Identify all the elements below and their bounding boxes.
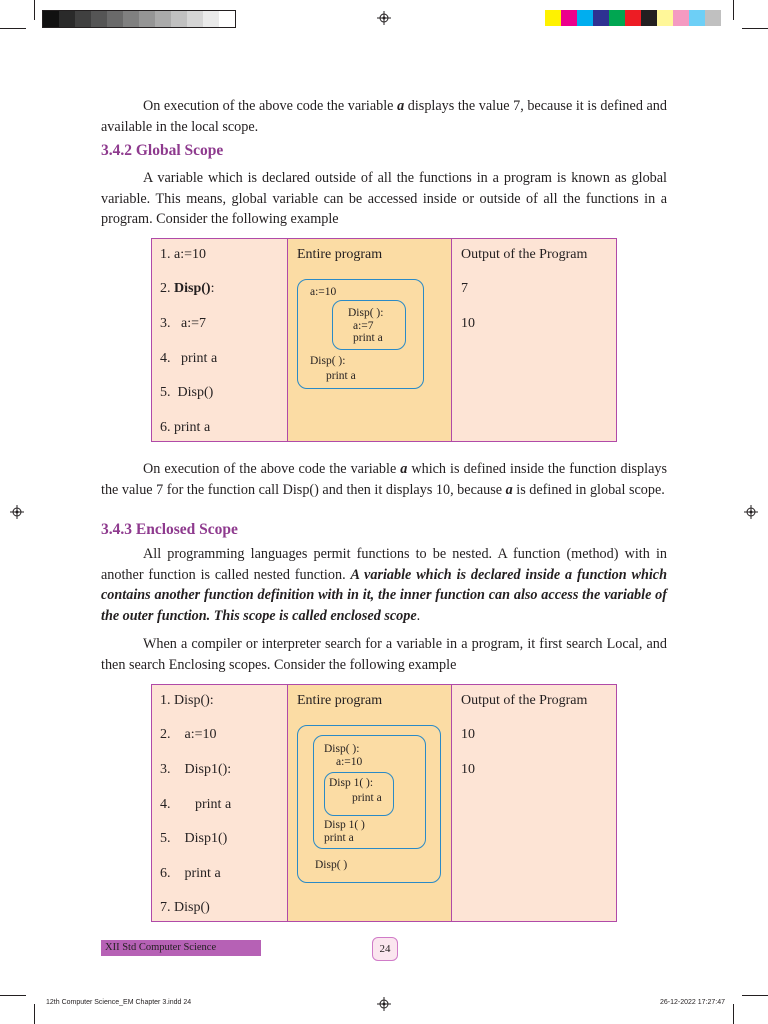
code-line: 2. a:=10 [160, 727, 217, 742]
registration-mark-icon [377, 997, 391, 1011]
code-line: 7. Disp() [160, 900, 210, 915]
code-column [152, 239, 288, 442]
compiler-paragraph: When a compiler or interpreter search for a variable in a program, it first search Local, and then search Enclosing scopes. Consider the following example [101, 636, 667, 673]
code-line: 1. a:=10 [160, 247, 206, 262]
scope-text: print a [326, 370, 356, 382]
output-value: 10 [461, 762, 475, 777]
registration-mark-icon [377, 11, 391, 25]
enclosed-scope-table [151, 684, 617, 922]
code-line: 3. a:=7 [160, 316, 206, 331]
color-calibration-bar [545, 10, 721, 26]
code-line: 1. Disp(): [160, 693, 214, 708]
output-value: 7 [461, 281, 468, 296]
global-paragraph: A variable which is declared outside of all the functions in a program is known as global variable. This means, global variable can be accessed inside or outside of all the functions in a program. Consider the following example [101, 170, 667, 228]
intro-paragraph: On execution of the above code the variable a displays the value 7, because it is defined and available in the local scope. [101, 98, 667, 135]
page-number: 24 [372, 937, 398, 961]
column-header: Entire program [297, 693, 383, 708]
intro-variable: a [397, 98, 405, 114]
code-line: 6. print a [160, 866, 221, 881]
scope-text: a:=10 [310, 286, 337, 298]
enclosed-paragraph: All programming languages permit functions to be nested. A function (method) with in another function is called nested function. A variable which is declared inside a function which contains another function definition with in it, the inner function can also access the variable of the outer function. This scope is called enclosed scope. [101, 546, 667, 624]
program-diagram-column [288, 239, 452, 442]
output-value: 10 [461, 727, 475, 742]
program-diagram-column [288, 685, 452, 922]
output-column [452, 685, 617, 922]
scope-text: Disp 1( ): [329, 777, 374, 789]
book-title-bar: XII Std Computer Science [101, 940, 261, 956]
section-heading-enclosed: 3.4.3 Enclosed Scope [101, 521, 238, 538]
column-header: Entire program [297, 247, 383, 262]
code-line: 3. Disp1(): [160, 762, 232, 777]
column-header: Output of the Program [461, 693, 588, 708]
crop-mark [733, 0, 734, 20]
scope-text: Disp( ): [310, 355, 346, 367]
registration-mark-icon [744, 505, 758, 519]
output-column [452, 239, 617, 442]
scope-text: Disp( ): [348, 307, 384, 319]
scope-text: a:=10 [336, 756, 363, 768]
scope-text: Disp( ) [315, 859, 348, 871]
code-line: 4. print a [160, 351, 218, 366]
code-line: 5. Disp1() [160, 831, 228, 846]
code-column [152, 685, 288, 922]
date-slug: 26-12-2022 17:27:47 [660, 999, 725, 1006]
crop-mark [0, 28, 26, 29]
scope-text: print a [352, 792, 382, 804]
crop-mark [34, 0, 35, 20]
output-value: 10 [461, 316, 475, 331]
code-line: 6. print a [160, 420, 211, 435]
gray-calibration-bar [42, 10, 236, 28]
code-line: 2. Disp(): [160, 281, 215, 296]
crop-mark [742, 995, 768, 996]
scope-text: Disp( ): [324, 743, 360, 755]
scope-text: Disp 1( ) [324, 819, 365, 831]
crop-mark [733, 1004, 734, 1024]
scope-text: print a [353, 332, 383, 344]
after-table1-paragraph: On execution of the above code the variable a which is defined inside the function displays the value 7 for the function call Disp() and then it displays 10, because a is defined in global scope. [101, 461, 667, 498]
crop-mark [34, 1004, 35, 1024]
file-slug: 12th Computer Science_EM Chapter 3.indd 24 [46, 999, 192, 1006]
section-heading-global: 3.4.2 Global Scope [101, 142, 224, 159]
code-line: 5. Disp() [160, 385, 214, 400]
crop-mark [742, 28, 768, 29]
global-scope-table [151, 238, 617, 442]
column-header: Output of the Program [461, 247, 588, 262]
registration-mark-icon [10, 505, 24, 519]
scope-text: a:=7 [353, 320, 374, 332]
crop-mark [0, 995, 26, 996]
code-line: 4. print a [160, 797, 232, 812]
scope-text: print a [324, 832, 354, 844]
